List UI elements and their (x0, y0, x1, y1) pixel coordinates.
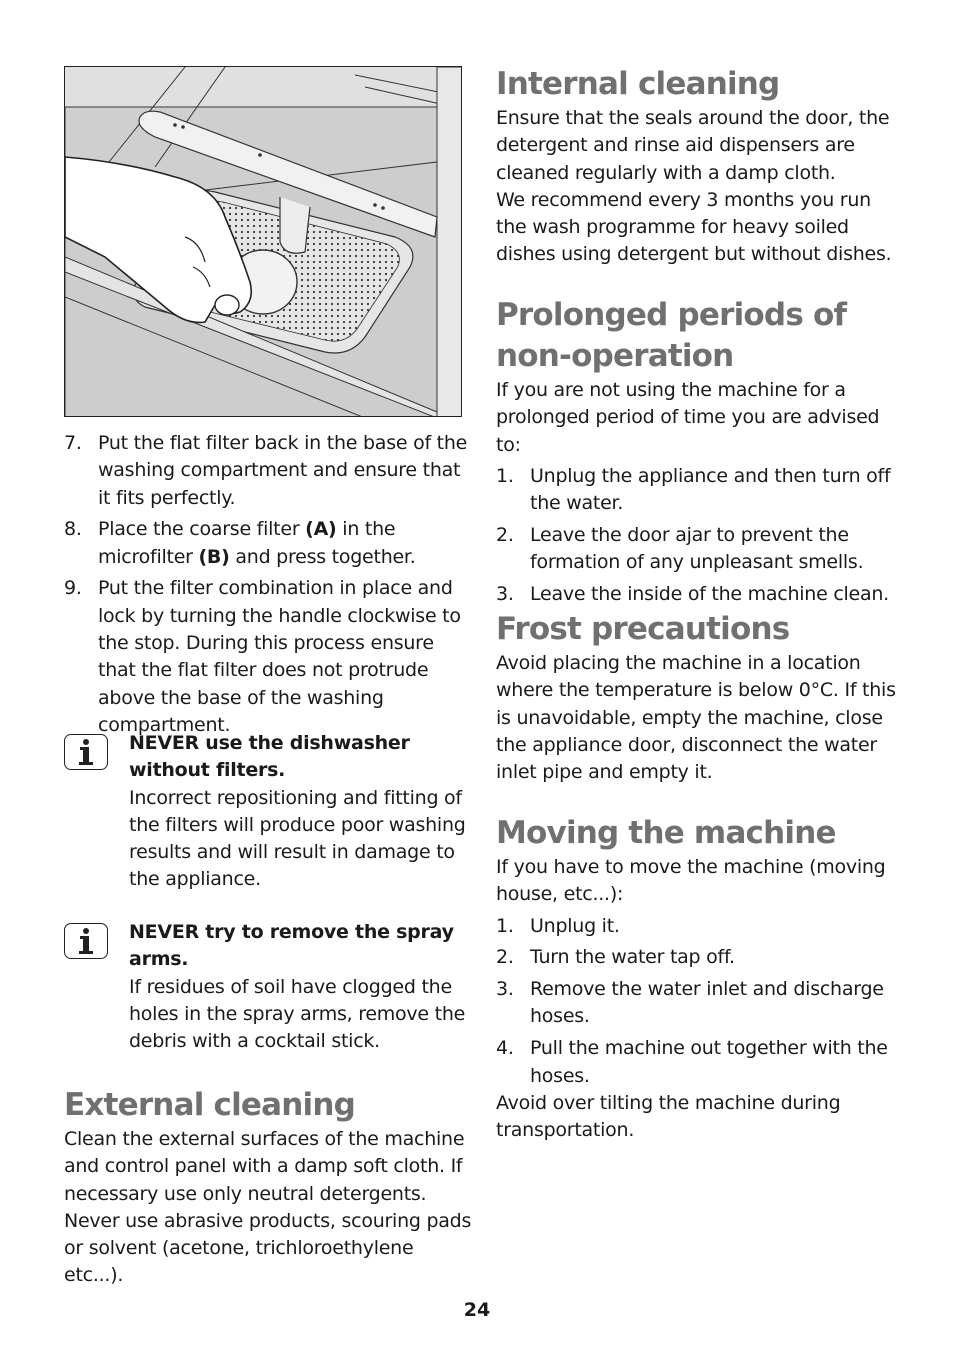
section-title: Prolonged periods of non-operation (496, 297, 847, 374)
step-text-post: and press together. (229, 545, 416, 568)
advice-list (496, 463, 906, 608)
note-spray-arms (64, 919, 472, 1055)
moving-steps-list (496, 913, 906, 1090)
info-icon (64, 734, 108, 770)
section-intro: If you have to move the machine (moving house, etc...): (496, 856, 886, 906)
list-item (496, 976, 906, 1031)
page-number: 24 (463, 1299, 491, 1321)
step-number: 8. (64, 518, 82, 541)
step-text: Put the flat filter back in the base of the washing compartment and ensure that it fits perfectly. (98, 432, 468, 509)
list-item (496, 1035, 906, 1090)
note-body: If residues of soil have clogged the holes in the spray arms, remove the debris with a cocktail stick. (129, 975, 466, 1053)
section-title: Frost precautions (496, 611, 790, 647)
item-number: 3. (496, 583, 514, 606)
note-heading: NEVER try to remove the spray arms. (129, 921, 454, 971)
list-item (64, 430, 472, 512)
list-item (496, 913, 906, 940)
internal-cleaning-section (496, 64, 906, 269)
frost-precautions-section (496, 609, 906, 786)
step-number: 7. (64, 432, 82, 454)
info-icon (64, 923, 108, 959)
item-number: 4. (496, 1037, 514, 1060)
step-text-mid: in the microfilter (98, 518, 396, 568)
section-body: We recommend every 3 months you run the wash programme for heavy soiled dishes using detergent but without dishes. (496, 188, 892, 266)
item-text: Unplug it. (530, 914, 620, 937)
section-intro: If you are not using the machine for a prolonged period of time you are advised to: (496, 379, 880, 456)
list-item (496, 463, 906, 518)
item-number: 3. (496, 978, 514, 1001)
note-body: Incorrect repositioning and fitting of the filters will produce poor washing results and will result in damage to the appliance. (129, 786, 466, 891)
section-body: Avoid placing the machine in a location where the temperature is below 0°C. If this is unavoidable, empty the machine, close the appliance door, disconnect the water inlet pipe and empty it. (496, 652, 896, 784)
filter-b-label: (B) (198, 545, 230, 568)
item-number: 2. (496, 946, 514, 969)
filter-a-label: (A) (305, 518, 337, 541)
note-heading: NEVER use the dishwasher without filters. (129, 732, 410, 782)
list-item (64, 575, 472, 739)
step-text-pre: Place the coarse filter (98, 518, 306, 541)
filter-steps-list (64, 430, 472, 744)
section-title: Moving the machine (496, 815, 836, 851)
moving-machine-section (496, 813, 906, 1144)
section-body: Ensure that the seals around the door, the detergent and rinse aid dispensers are cleaned regularly with a damp cloth. (496, 107, 890, 184)
item-text: Remove the water inlet and discharge hoses. (530, 978, 884, 1028)
item-number: 2. (496, 523, 514, 546)
external-cleaning-section (64, 1085, 474, 1290)
step-number: 9. (64, 577, 82, 600)
section-body: Clean the external surfaces of the machine and control panel with a damp soft cloth. If necessary use only neutral detergents. Never use abrasive products, scouring pads or solvent (acetone, trichloroethylene etc...). (64, 1128, 472, 1287)
item-number: 1. (496, 914, 514, 937)
list-item (496, 581, 906, 608)
item-number: 1. (496, 464, 514, 487)
step-text: Put the filter combination in place and lock by turning the handle clockwise to the stop. During this process ensure that the flat filter does not protrude above the base of the washing compartment. (98, 577, 461, 736)
item-text: Leave the door ajar to prevent the formation of any unpleasant smells. (530, 523, 864, 574)
list-item (496, 522, 906, 577)
item-text: Unplug the appliance and then turn off the water. (530, 464, 891, 515)
item-text: Pull the machine out together with the hoses. (530, 1037, 888, 1087)
list-item (496, 944, 906, 971)
prolonged-non-operation-section (496, 295, 906, 613)
section-title: External cleaning (64, 1087, 356, 1123)
item-text: Leave the inside of the machine clean. (530, 583, 889, 606)
filter-illustration (64, 66, 462, 417)
item-text: Turn the water tap off. (530, 946, 735, 969)
list-item (64, 516, 472, 571)
section-outro: Avoid over tilting the machine during transportation. (496, 1091, 841, 1142)
section-title: Internal cleaning (496, 66, 780, 102)
note-filters (64, 730, 472, 894)
